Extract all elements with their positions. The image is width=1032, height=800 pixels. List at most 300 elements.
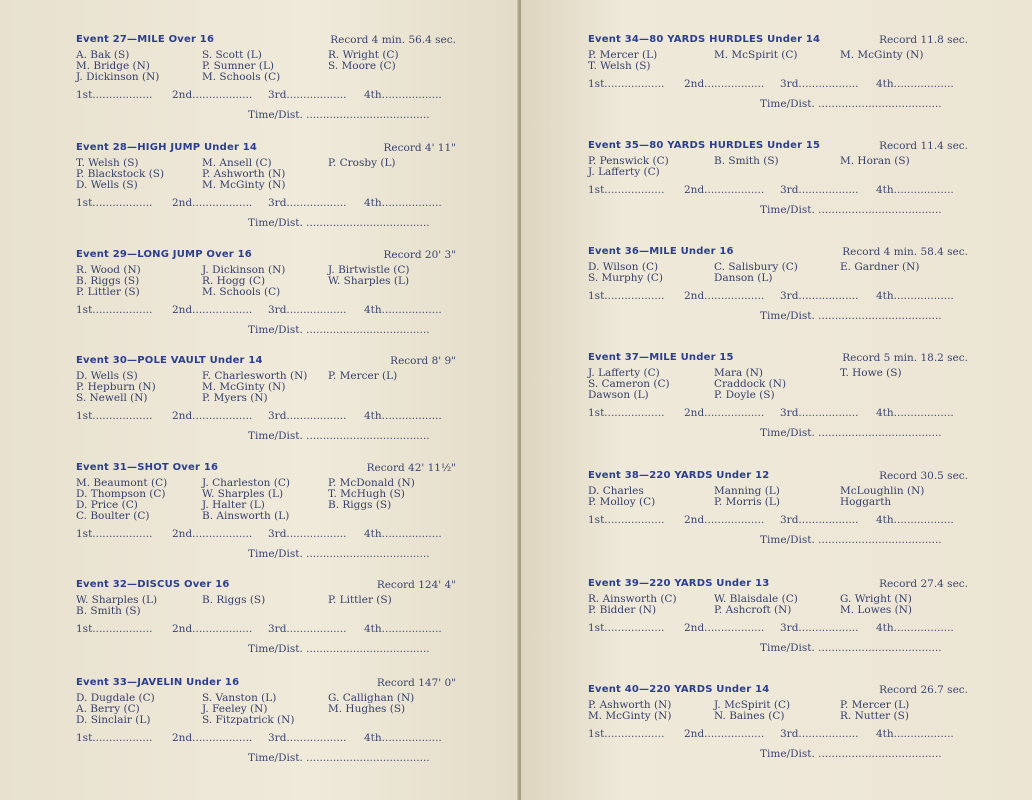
time-dist-row [588,98,968,112]
second-place-line: 2nd.................. [172,528,253,540]
event-header [588,246,968,262]
placings-row [76,623,456,643]
fourth-place-line: 4th.................. [876,78,954,90]
competitor-name: J. Dickinson (N) [76,71,160,83]
time-dist-line: Time/Dist. ..................................... [760,748,942,760]
competitor-column [328,265,409,287]
second-place-line: 2nd.................. [684,728,765,740]
competitor-name: M. Lowes (N) [840,604,913,616]
first-place-line: 1st.................. [588,407,665,419]
third-place-line: 3rd.................. [780,407,859,419]
event-record: Record 26.7 sec. [879,684,968,696]
competitor-name: P. Myers (N) [202,392,268,404]
competitor-name: W. Sharples (L) [328,275,410,287]
competitor-column [588,486,655,508]
competitor-name: J. Lafferty (C) [588,367,660,379]
time-dist-line: Time/Dist. ..................................... [248,217,430,229]
competitor-name: P. Sumner (L) [202,60,275,72]
fourth-place-line: 4th.................. [364,732,442,744]
competitor-name: J. McSpirit (C) [714,699,791,711]
competitor-name: D. Charles [588,485,644,497]
second-place-line: 2nd.................. [684,622,765,634]
third-place-line: 3rd.................. [268,528,347,540]
event-header [76,142,456,158]
competitor-name: P. Ashworth (N) [588,699,672,711]
competitor-name: J. Charleston (C) [202,477,290,489]
competitor-name: M. McGinty (N) [202,381,286,393]
competitor-name: P. Littler (S) [76,286,140,298]
event-header [588,140,968,156]
event-title: Event 36—MILE Under 16 [588,246,734,257]
second-place-line: 2nd.................. [684,184,765,196]
time-dist-line: Time/Dist. ..................................... [248,109,430,121]
competitor-name: B. Riggs (S) [76,275,140,287]
third-place-line: 3rd.................. [268,410,347,422]
event-block [76,677,456,766]
competitor-column [588,156,669,178]
competitor-name: Mara (N) [714,367,764,379]
event-header [76,579,456,595]
third-place-line: 3rd.................. [268,89,347,101]
fourth-place-line: 4th.................. [876,407,954,419]
event-title: Event 29—LONG JUMP Over 16 [76,249,252,260]
first-place-line: 1st.................. [588,290,665,302]
competitor-column [714,594,798,616]
competitor-column [328,50,399,72]
competitor-column [76,158,164,191]
competitor-name: Craddock (N) [714,378,787,390]
first-place-line: 1st.................. [588,514,665,526]
fourth-place-line: 4th.................. [876,290,954,302]
competitor-column [588,50,657,72]
competitor-name: J. Lafferty (C) [588,166,660,178]
competitor-column [328,693,414,715]
first-place-line: 1st.................. [76,732,153,744]
event-record: Record 20' 3" [383,249,456,261]
event-header [588,578,968,594]
competitor-name: P. Ashcroft (N) [714,604,792,616]
competitor-name: Manning (L) [714,485,780,497]
competitor-name: F. Charlesworth (N) [202,370,308,382]
event-block [588,246,968,324]
competitor-name: M. Ansell (C) [202,157,272,169]
competitor-name: D. Dugdale (C) [76,692,155,704]
competitor-name: C. Boulter (C) [76,510,150,522]
competitor-list [588,486,968,514]
competitor-name: E. Gardner (N) [840,261,920,273]
event-block [588,578,968,656]
competitor-name: Hoggarth [840,496,892,508]
placings-row [588,514,968,534]
competitor-name: G. Callighan (N) [328,692,415,704]
third-place-line: 3rd.................. [268,623,347,635]
competitor-column [76,371,156,404]
first-place-line: 1st.................. [76,89,153,101]
time-dist-row [76,217,456,231]
competitor-name: W. Sharples (L) [76,594,158,606]
fourth-place-line: 4th.................. [364,410,442,422]
time-dist-row [588,748,968,762]
competitor-name: M. Horan (S) [840,155,910,167]
competitor-name: R. Wright (C) [328,49,399,61]
competitor-column [202,595,265,606]
placings-row [76,528,456,548]
competitor-column [328,478,415,511]
event-title: Event 40—220 YARDS Under 14 [588,684,770,695]
competitor-list [588,262,968,290]
time-dist-line: Time/Dist. ..................................... [760,98,942,110]
second-place-line: 2nd.................. [684,78,765,90]
event-block [76,462,456,562]
competitor-name: R. Nutter (S) [840,710,909,722]
event-title: Event 30—POLE VAULT Under 14 [76,355,263,366]
competitor-list [76,478,456,528]
competitor-column [714,486,780,508]
competitor-list [588,368,968,407]
competitor-name: M. Beaumont (C) [76,477,168,489]
time-dist-row [76,548,456,562]
second-place-line: 2nd.................. [172,410,253,422]
event-record: Record 147' 0" [376,677,456,689]
competitor-name: M. Hughes (S) [328,703,406,715]
time-dist-row [76,430,456,444]
competitor-name: B. Riggs (S) [328,499,392,511]
competitor-list [588,156,968,184]
placings-row [76,89,456,109]
competitor-list [588,700,968,728]
event-record: Record 27.4 sec. [879,578,968,590]
event-title: Event 38—220 YARDS Under 12 [588,470,770,481]
competitor-name: R. Wood (N) [76,264,141,276]
competitor-name: D. Price (C) [76,499,138,511]
time-dist-row [588,534,968,548]
competitor-name: A. Berry (C) [76,703,140,715]
competitor-name: Danson (L) [714,272,773,284]
event-record: Record 8' 9" [390,355,456,367]
event-title: Event 39—220 YARDS Under 13 [588,578,770,589]
event-block [588,140,968,218]
second-place-line: 2nd.................. [172,89,253,101]
event-header [588,684,968,700]
event-title: Event 34—80 YARDS HURDLES Under 14 [588,34,821,45]
competitor-column [840,700,909,722]
competitor-column [714,262,798,284]
competitor-name: McLoughlin (N) [840,485,925,497]
competitor-name: T. Welsh (S) [76,157,139,169]
fourth-place-line: 4th.................. [876,728,954,740]
time-dist-row [588,204,968,218]
event-title: Event 35—80 YARDS HURDLES Under 15 [588,140,821,151]
placings-row [588,78,968,98]
event-record: Record 124' 4" [376,579,456,591]
event-block [76,34,456,123]
first-place-line: 1st.................. [76,197,153,209]
event-record: Record 42' 11½" [366,462,456,474]
time-dist-line: Time/Dist. ..................................... [248,752,430,764]
first-place-line: 1st.................. [588,78,665,90]
fourth-place-line: 4th.................. [364,528,442,540]
event-title: Event 32—DISCUS Over 16 [76,579,230,590]
competitor-column [714,368,786,401]
competitor-name: T. McHugh (S) [328,488,405,500]
event-block [588,34,968,112]
event-header [76,249,456,265]
competitor-name: J. Halter (L) [202,499,265,511]
competitor-column [588,594,677,616]
competitor-column [588,700,671,722]
competitor-name: P. Mercer (L) [328,370,398,382]
competitor-name: B. Ainsworth (L) [202,510,290,522]
event-block [76,249,456,338]
competitor-name: M. McGinty (N) [202,179,286,191]
time-dist-row [588,310,968,324]
competitor-name: P. Morris (L) [714,496,780,508]
event-block [76,355,456,444]
competitor-column [76,478,167,522]
competitor-name: D. Wells (S) [76,179,138,191]
event-block [76,579,456,657]
event-header [76,462,456,478]
fourth-place-line: 4th.................. [364,89,442,101]
competitor-name: P. Mercer (L) [588,49,658,61]
second-place-line: 2nd.................. [684,514,765,526]
time-dist-row [588,427,968,441]
time-dist-row [76,752,456,766]
first-place-line: 1st.................. [76,528,153,540]
competitor-list [76,50,456,89]
competitor-name: C. Salisbury (C) [714,261,798,273]
third-place-line: 3rd.................. [780,290,859,302]
competitor-name: T. Welsh (S) [588,60,651,72]
competitor-name: P. Crosby (L) [328,157,396,169]
competitor-list [76,158,456,197]
first-place-line: 1st.................. [588,622,665,634]
competitor-column [588,262,663,284]
first-place-line: 1st.................. [588,728,665,740]
fourth-place-line: 4th.................. [364,197,442,209]
third-place-line: 3rd.................. [780,622,859,634]
time-dist-line: Time/Dist. ..................................... [760,534,942,546]
competitor-name: S. Newell (N) [76,392,148,404]
competitor-name: R. Hogg (C) [202,275,266,287]
competitor-name: A. Bak (S) [76,49,130,61]
time-dist-line: Time/Dist. ..................................... [248,324,430,336]
placings-row [588,290,968,310]
first-place-line: 1st.................. [76,304,153,316]
competitor-name: J. Birtwistle (C) [328,264,410,276]
competitor-column [840,156,910,167]
placings-row [76,197,456,217]
placings-row [76,304,456,324]
event-header [76,355,456,371]
first-place-line: 1st.................. [76,410,153,422]
second-place-line: 2nd.................. [684,290,765,302]
placings-row [588,407,968,427]
event-title: Event 31—SHOT Over 16 [76,462,219,473]
competitor-name: B. Smith (S) [714,155,779,167]
placings-row [76,732,456,752]
competitor-name: P. Hepburn (N) [76,381,156,393]
second-place-line: 2nd.................. [172,304,253,316]
fourth-place-line: 4th.................. [876,184,954,196]
competitor-column [714,700,790,722]
competitor-column [202,693,294,726]
placings-row [76,410,456,430]
competitor-name: J. Dickinson (N) [202,264,286,276]
placings-row [588,184,968,204]
time-dist-line: Time/Dist. ..................................... [248,430,430,442]
competitor-column [714,156,779,167]
competitor-name: S. Vanston (L) [202,692,277,704]
event-block [588,470,968,548]
third-place-line: 3rd.................. [780,184,859,196]
event-record: Record 11.8 sec. [879,34,968,46]
competitor-name: D. Wilson (C) [588,261,659,273]
fourth-place-line: 4th.................. [364,623,442,635]
event-header [76,677,456,693]
competitor-column [328,595,392,606]
event-record: Record 4 min. 56.4 sec. [330,34,456,46]
event-record: Record 5 min. 18.2 sec. [842,352,968,364]
competitor-column [76,50,159,83]
competitor-name: W. Blaisdale (C) [714,593,798,605]
competitor-name: M. McGinty (N) [840,49,924,61]
competitor-name: B. Smith (S) [76,605,141,617]
second-place-line: 2nd.................. [172,197,253,209]
second-place-line: 2nd.................. [172,623,253,635]
competitor-name: D. Sinclair (L) [76,714,151,726]
competitor-column [202,265,285,298]
competitor-column [588,368,670,401]
event-header [588,34,968,50]
third-place-line: 3rd.................. [780,728,859,740]
event-header [76,34,456,50]
competitor-column [328,158,396,169]
third-place-line: 3rd.................. [268,304,347,316]
competitor-column [202,158,285,191]
competitor-column [202,50,280,83]
competitor-list [76,693,456,732]
competitor-name: P. Penswick (C) [588,155,669,167]
event-block [588,352,968,441]
competitor-name: W. Sharples (L) [202,488,284,500]
time-dist-line: Time/Dist. ..................................... [760,427,942,439]
time-dist-row [76,643,456,657]
time-dist-line: Time/Dist. ..................................... [760,642,942,654]
competitor-column [714,50,798,61]
time-dist-line: Time/Dist. ..................................... [760,310,942,322]
competitor-name: P. Bidder (N) [588,604,657,616]
event-record: Record 4' 11" [383,142,456,154]
time-dist-row [76,324,456,338]
placings-row [588,728,968,748]
competitor-name: P. Mercer (L) [840,699,910,711]
time-dist-line: Time/Dist. ..................................... [248,548,430,560]
competitor-name: S. Fitzpatrick (N) [202,714,295,726]
competitor-column [840,50,923,61]
competitor-name: P. Doyle (S) [714,389,775,401]
competitor-list [76,595,456,623]
competitor-column [840,262,919,273]
third-place-line: 3rd.................. [268,732,347,744]
time-dist-row [76,109,456,123]
time-dist-row [588,642,968,656]
competitor-name: N. Baines (C) [714,710,785,722]
competitor-list [588,50,968,78]
competitor-name: M. Bridge (N) [76,60,150,72]
fourth-place-line: 4th.................. [364,304,442,316]
right-page [521,0,1032,800]
competitor-name: M. Schools (C) [202,71,281,83]
second-place-line: 2nd.................. [172,732,253,744]
event-title: Event 27—MILE Over 16 [76,34,215,45]
competitor-name: S. Cameron (C) [588,378,670,390]
time-dist-line: Time/Dist. ..................................... [760,204,942,216]
competitor-name: T. Howe (S) [840,367,902,379]
competitor-name: S. Murphy (C) [588,272,664,284]
event-block [588,684,968,762]
competitor-column [328,371,397,382]
competitor-column [202,478,290,522]
competitor-column [840,594,912,616]
event-title: Event 37—MILE Under 15 [588,352,734,363]
time-dist-line: Time/Dist. ..................................... [248,643,430,655]
competitor-name: P. Littler (S) [328,594,392,606]
competitor-name: B. Riggs (S) [202,594,266,606]
event-record: Record 11.4 sec. [879,140,968,152]
competitor-list [76,371,456,410]
fourth-place-line: 4th.................. [876,514,954,526]
competitor-list [76,265,456,304]
competitor-name: P. Ashworth (N) [202,168,286,180]
first-place-line: 1st.................. [588,184,665,196]
competitor-name: P. McDonald (N) [328,477,415,489]
competitor-name: D. Thompson (C) [76,488,166,500]
competitor-column [840,486,924,508]
competitor-name: S. Moore (C) [328,60,396,72]
competitor-name: D. Wells (S) [76,370,138,382]
competitor-column [840,368,902,379]
third-place-line: 3rd.................. [268,197,347,209]
event-header [588,470,968,486]
placings-row [588,622,968,642]
competitor-name: R. Ainsworth (C) [588,593,677,605]
competitor-column [202,371,307,404]
event-record: Record 4 min. 58.4 sec. [842,246,968,258]
competitor-column [76,595,157,617]
competitor-name: M. McSpirit (C) [714,49,798,61]
first-place-line: 1st.................. [76,623,153,635]
event-record: Record 30.5 sec. [879,470,968,482]
competitor-name: G. Wright (N) [840,593,912,605]
event-header [588,352,968,368]
competitor-list [588,594,968,622]
competitor-name: M. Schools (C) [202,286,281,298]
event-title: Event 28—HIGH JUMP Under 14 [76,142,258,153]
competitor-name: J. Feeley (N) [202,703,268,715]
competitor-name: P. Molloy (C) [588,496,656,508]
second-place-line: 2nd.................. [684,407,765,419]
third-place-line: 3rd.................. [780,78,859,90]
third-place-line: 3rd.................. [780,514,859,526]
event-title: Event 33—JAVELIN Under 16 [76,677,240,688]
competitor-name: S. Scott (L) [202,49,262,61]
fourth-place-line: 4th.................. [876,622,954,634]
event-block [76,142,456,231]
competitor-name: P. Blackstock (S) [76,168,165,180]
competitor-column [76,265,141,298]
competitor-name: Dawson (L) [588,389,649,401]
